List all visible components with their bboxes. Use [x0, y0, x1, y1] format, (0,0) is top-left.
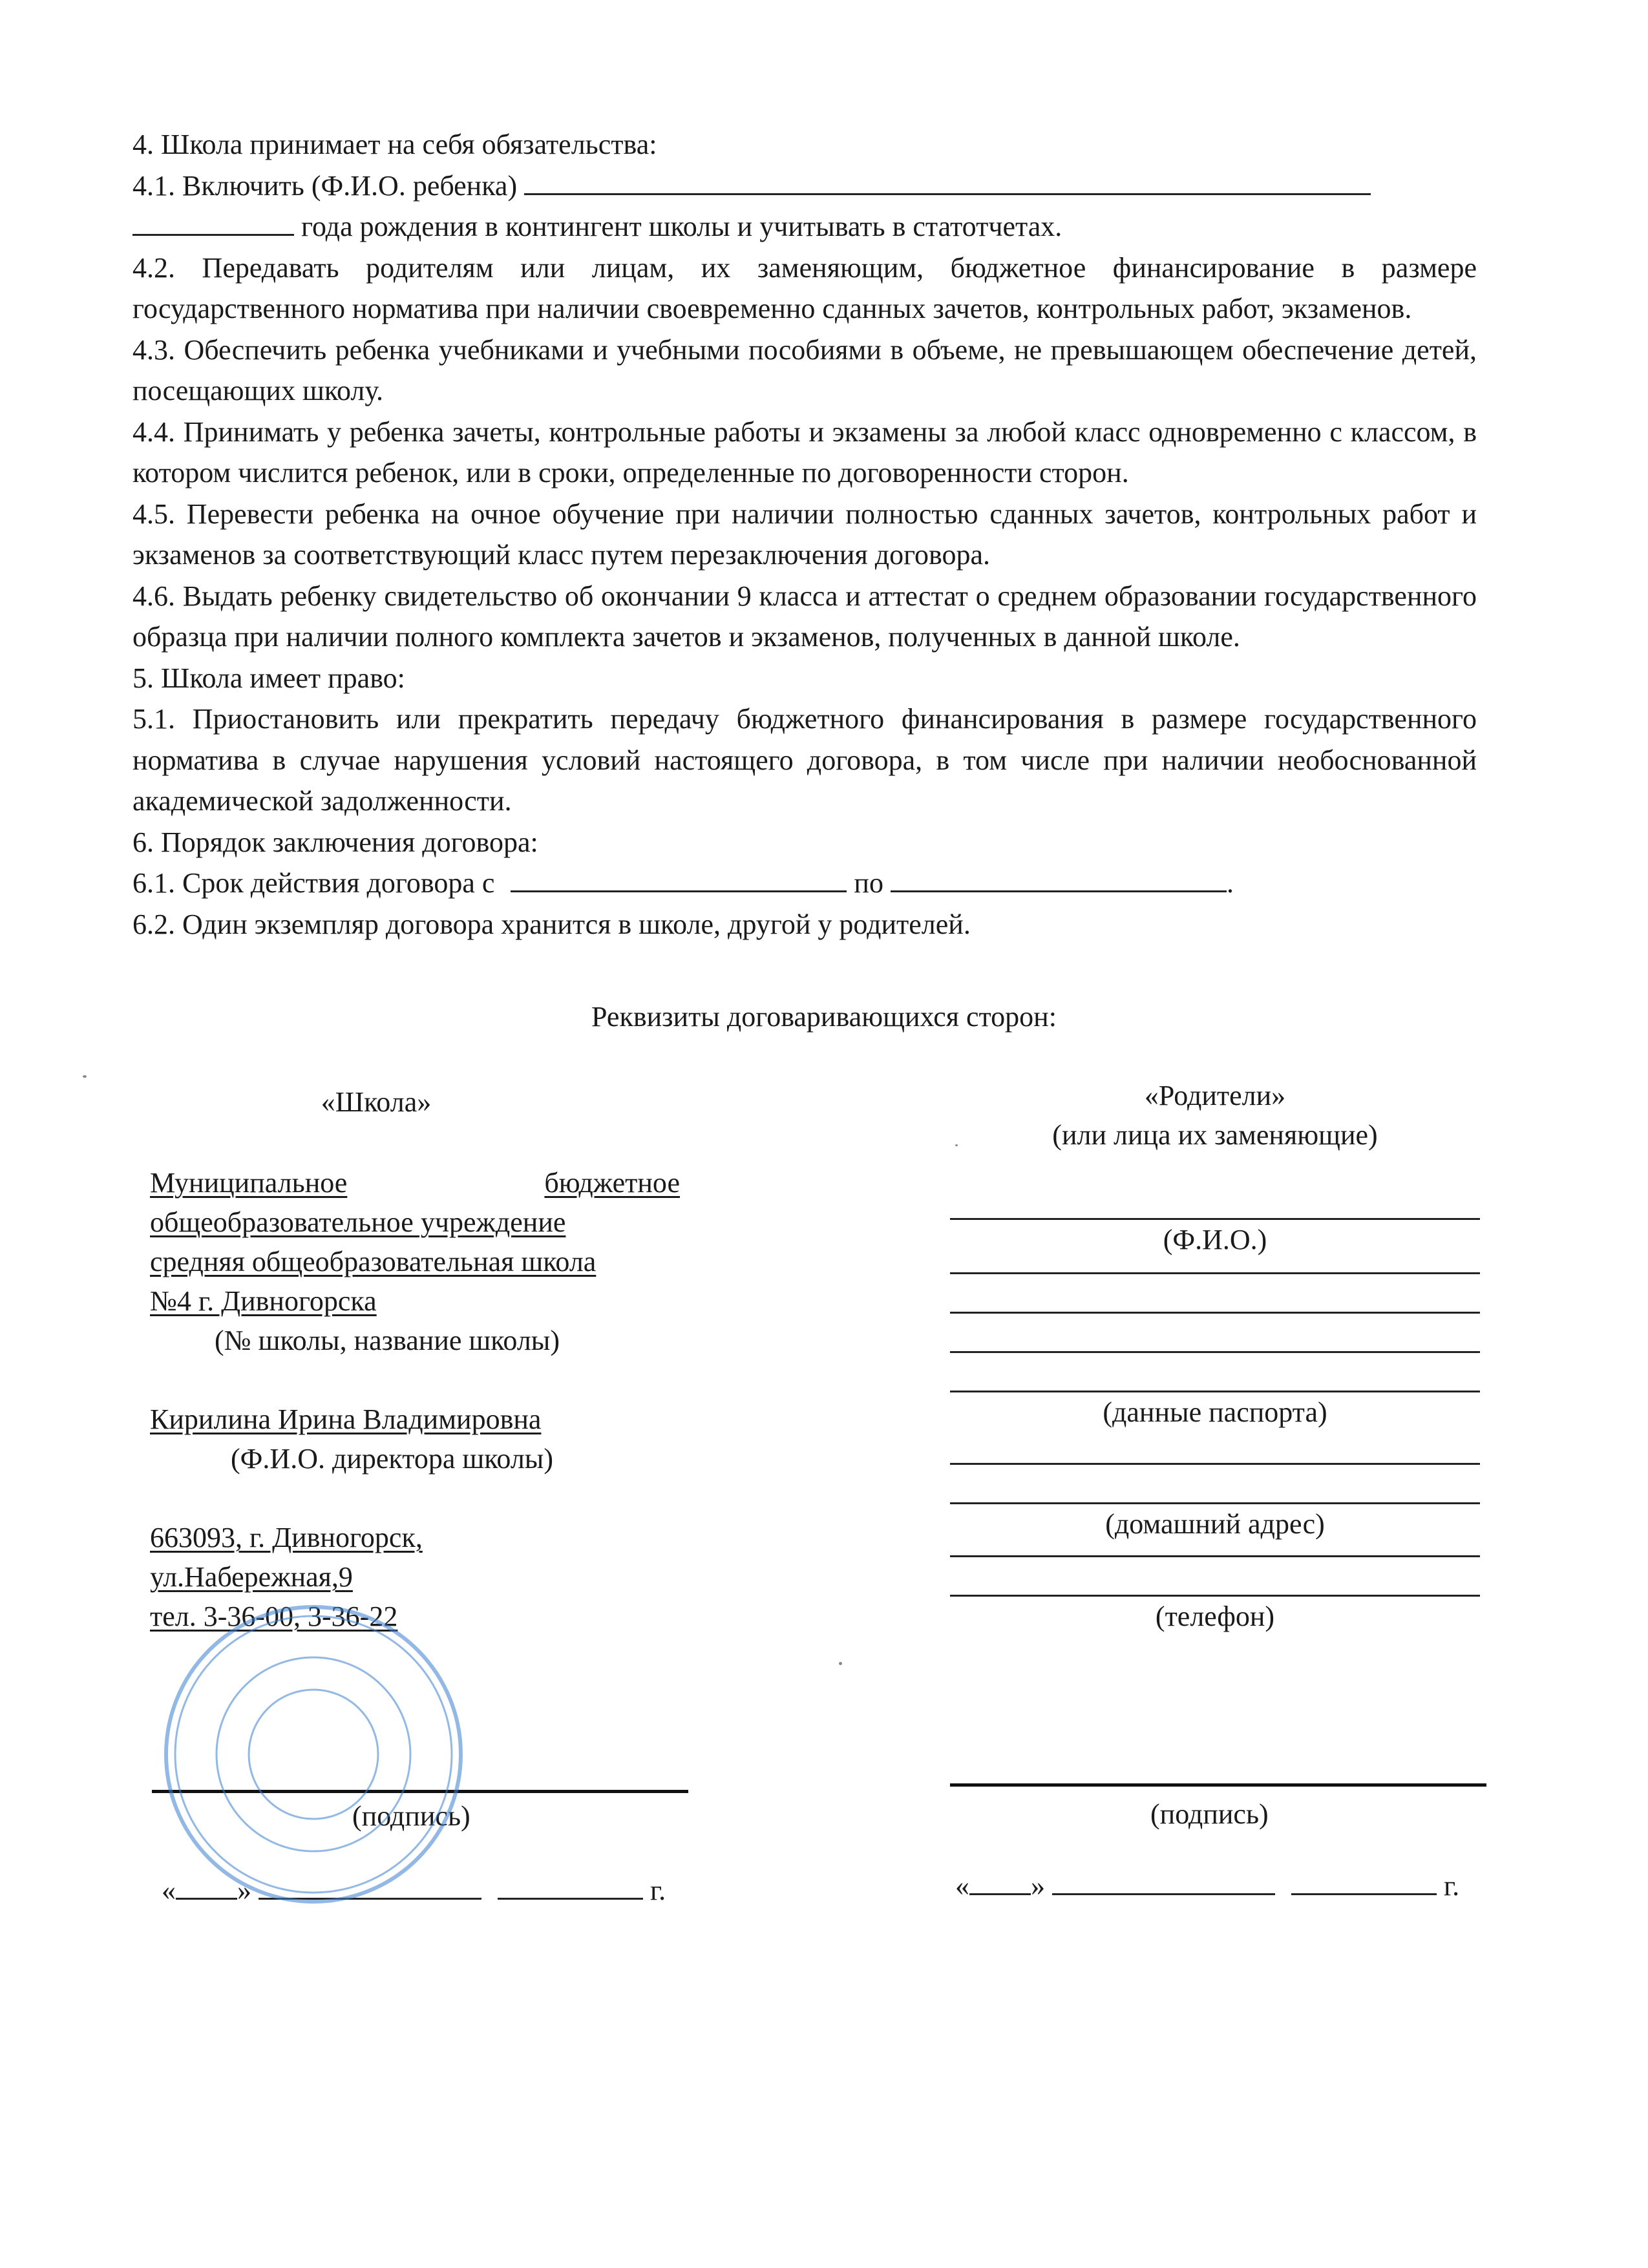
clause-4-1 [132, 165, 1477, 207]
clause-6-1-label: 6.1. Срок действия договора с [132, 867, 495, 899]
school-signature-caption: (подпись) [352, 1800, 470, 1832]
parents-year-blank [1291, 1871, 1437, 1895]
passport-caption: (данные паспорта) [1103, 1396, 1327, 1428]
school-requisites [150, 1082, 680, 1636]
school-phone: тел. 3-36-00, 3-36-22 [150, 1601, 398, 1632]
passport-line-1 [950, 1259, 1480, 1274]
school-name-word-1: Муниципальное [150, 1167, 348, 1199]
scan-speck [955, 1144, 958, 1146]
school-year-suffix: г. [650, 1874, 666, 1906]
director-caption: (Ф.И.О. директора школы) [231, 1443, 554, 1475]
clause-4-2: 4.2. Передавать родителям или лицам, их заменяющим, бюджетное финансирование в размере государственного норматива при наличии своевременно сданных зачетов, контрольных работ, экзаменов. [132, 251, 1477, 324]
passport-line-3 [950, 1314, 1480, 1353]
scan-speck [839, 1662, 842, 1665]
parents-requisites [950, 1076, 1480, 1636]
clause-6-1-to: по [854, 867, 883, 899]
requisites-title: Реквизиты договаривающихся сторон: [591, 1001, 1057, 1033]
parents-day-blank [969, 1871, 1031, 1895]
clause-4-3: 4.3. Обеспечить ребенка учебниками и учебными пособиями в объеме, не превышающем обеспечение детей, посещающих школу. [132, 333, 1477, 406]
school-stamp-icon [162, 1602, 465, 1906]
parents-year-suffix: г. [1444, 1870, 1460, 1902]
clause-6-1-end: . [1226, 867, 1234, 899]
parents-month-blank [1052, 1871, 1275, 1895]
school-name-line3: средняя общеобразовательная школа [150, 1246, 597, 1277]
passport-line-2 [950, 1274, 1480, 1314]
phone-line-2 [950, 1557, 1480, 1597]
parents-fio-caption: (Ф.И.О.) [1163, 1224, 1267, 1255]
parents-subheader: (или лица их заменяющие) [1052, 1119, 1378, 1151]
birth-year-blank [132, 208, 294, 236]
school-name-caption: (№ школы, название школы) [215, 1325, 560, 1356]
phone-line-1 [950, 1544, 1480, 1557]
scan-speck [83, 1075, 87, 1078]
clause-6-1 [132, 863, 1477, 904]
school-header: «Школа» [321, 1086, 432, 1118]
section-6-heading: 6. Порядок заключения договора: [132, 826, 538, 858]
address-line-1 [950, 1432, 1480, 1465]
clause-4-1-label: 4.1. Включить (Ф.И.О. ребенка) [132, 169, 518, 202]
school-name-line4: №4 г. Дивногорска [150, 1285, 377, 1317]
clause-4-1-continued [132, 206, 1477, 247]
school-name-word-2: бюджетное [544, 1167, 680, 1199]
school-date-mid: » [237, 1874, 251, 1906]
address-line-2 [950, 1465, 1480, 1504]
director-name: Кирилина Ирина Владимировна [150, 1403, 542, 1435]
clause-5-1: 5.1. Приостановить или прекратить передачу бюджетного финансирования в размере государственного норматива в случае нарушения условий настоящего договора, в том числе при наличии необоснованной академической задолженности. [132, 703, 1477, 817]
child-name-blank [524, 167, 1371, 195]
section-5-heading: 5. Школа имеет право: [132, 662, 405, 694]
clause-4-4: 4.4. Принимать у ребенка зачеты, контрольные работы и экзамены за любой класс одновременно с классом, в котором числится ребенок, или в сроки, определенные по договоренности сторон. [132, 415, 1477, 488]
school-address-line1: 663093, г. Дивногорск, [150, 1522, 423, 1553]
clause-4-5: 4.5. Перевести ребенка на очное обучение при наличии полностью сданных зачетов, контрольных работ и экзаменов за соответствующий класс путем перезаключения договора. [132, 498, 1477, 571]
school-name-line1 [150, 1163, 680, 1202]
phone-caption: (телефон) [1155, 1601, 1275, 1632]
parents-signature-line [950, 1783, 1486, 1787]
school-year-blank [498, 1876, 643, 1900]
section-4-heading: 4. Школа принимает на себя обязательства: [132, 129, 657, 160]
clause-6-2: 6.2. Один экземпляр договора хранится в школе, другой у родителей. [132, 908, 971, 940]
school-date-open: « [162, 1874, 176, 1906]
address-caption: (домашний адрес) [1105, 1508, 1325, 1540]
parents-date-mid: » [1031, 1870, 1045, 1902]
school-name-line2: общеобразовательное учреждение [150, 1206, 566, 1238]
parents-date-open: « [955, 1870, 969, 1902]
start-date-blank [511, 865, 847, 892]
end-date-blank [891, 865, 1227, 892]
parents-signature-caption: (подпись) [1150, 1798, 1269, 1830]
clause-4-6: 4.6. Выдать ребенку свидетельство об окончании 9 класса и аттестат о среднем образовании государственного образца при наличии полного комплекта зачетов и экзаменов, полученных в данной школе. [132, 580, 1477, 653]
school-address-line2: ул.Набережная,9 [150, 1561, 353, 1593]
parents-header: «Родители» [1144, 1080, 1286, 1111]
passport-line-4 [950, 1353, 1480, 1392]
parents-date [955, 1869, 1459, 1902]
parents-fio-line [950, 1181, 1480, 1220]
clause-4-1-cont-text: года рождения в контингент школы и учитывать в статотчетах. [301, 211, 1062, 242]
contract-body [132, 124, 1477, 945]
